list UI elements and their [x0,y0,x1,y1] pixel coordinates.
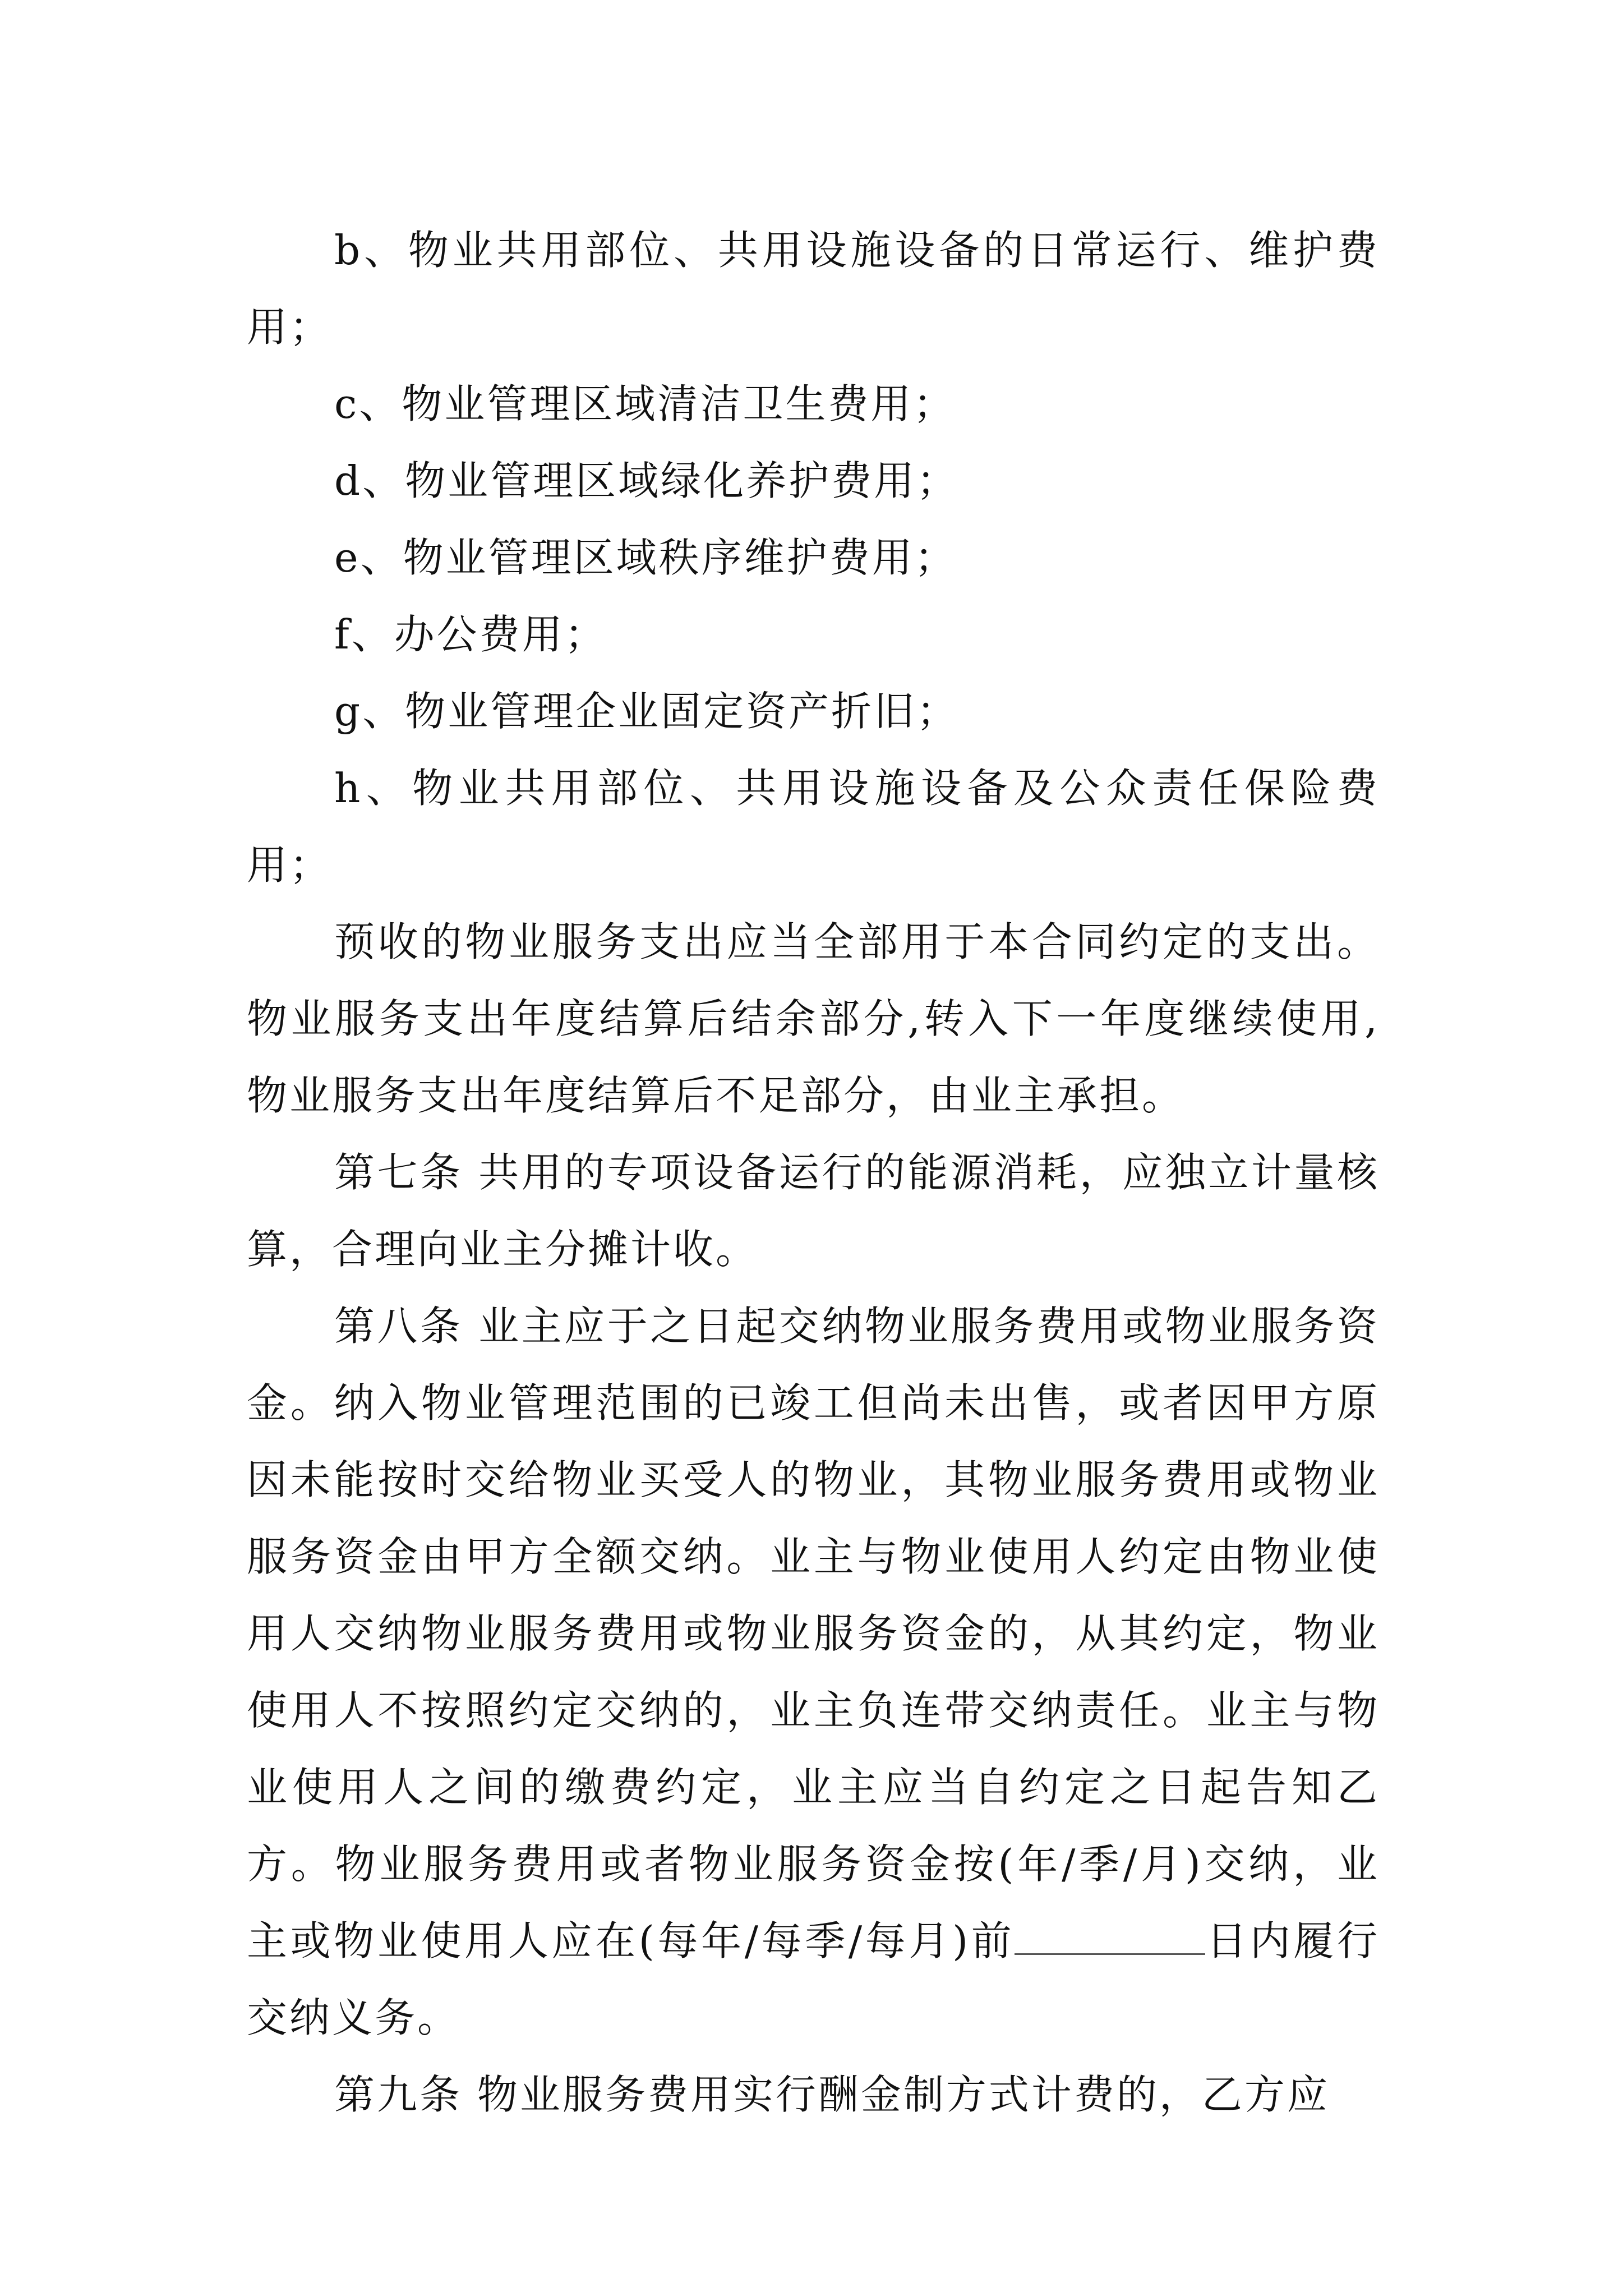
prepaid-expenditure-paragraph: 预收的物业服务支出应当全部用于本合同约定的支出。物业服务支出年度结算后结余部分,转入下一年度继续使用,物业服务支出年度结算后不足部分，由业主承担。 [247,918,1380,1119]
clause-b: b、物业共用部位、共用设施设备的日常运行、维护费用； [247,227,1380,351]
article-8-text-end: 日内履行交纳义务。 [247,1917,1380,2041]
clause-f: f、办公费用； [334,611,607,658]
article-7: 第七条 共用的专项设备运行的能源消耗，应独立计量核算，合理向业主分摊计收。 [247,1149,1380,1273]
article-9: 第九条 物业服务费用实行酬金制方式计费的，乙方应 [334,2071,1330,2118]
clause-g: g、物业管理企业固定资产折旧； [334,688,960,735]
clause-c: c、物业管理区域清洁卫生费用； [334,380,956,427]
contract-text [247,212,1380,2133]
clause-e: e、物业管理区域秩序维护费用； [334,534,957,581]
clause-d: d、物业管理区域绿化养护费用； [334,457,960,504]
article-8-text: 第八条 业主应于之日起交纳物业服务费用或物业服务资金。纳入物业管理范围的已竣工但尚未出售，或者因甲方原因未能按时交给物业买受人的物业，其物业服务费用或物业服务资金由甲方全额交纳。业主与物业使用人约定由物业使用人交纳物业服务费用或物业服务资金的，从其约定，物业使用人不按照约定交纳的，业主负连带交纳责任。业主与物业使用人之间的缴费约定，业主应当自约定之日起告知乙方。物业服务费用或者物业服务资金按(年/季/月)交纳，业主或物业使用人应在(每年/每季/每月)前 [247,1303,1380,1964]
fill-in-blank [1015,1920,1205,1955]
article-8 [247,1288,1380,2056]
clause-h: h、物业共用部位、共用设施设备及公众责任保险费用； [247,765,1380,889]
